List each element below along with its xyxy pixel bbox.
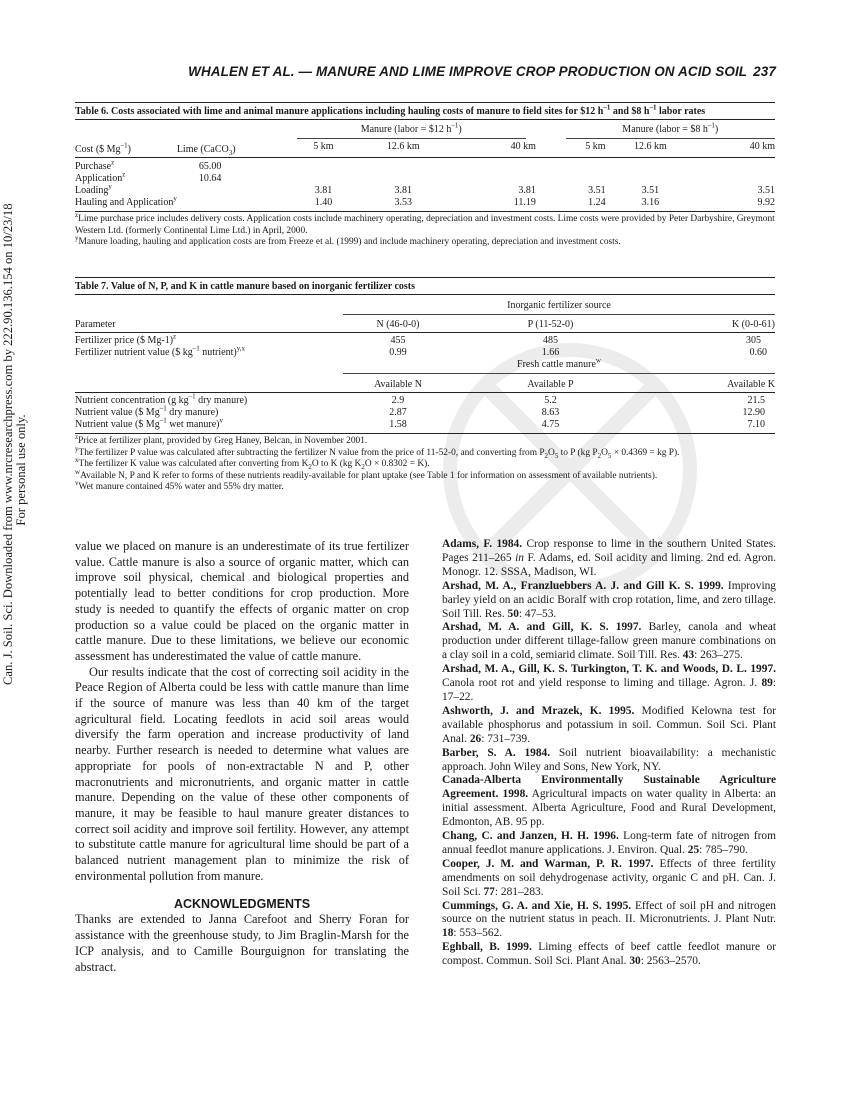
table-6-caption: Table 6. Costs associated with lime and animal manure applications including hauling costs of manure to field sites for $12 $h^{-1}$ and $8 $h^{-1}$ labor rates	[75, 102, 775, 120]
table-6-col-dist: 40 km	[510, 141, 536, 152]
table-7-group: Inorganic fertilizer source	[343, 300, 775, 315]
reference-item: Cummings, G. A. and Xie, H. S. 1995. Effect of soil pH and nitrogen source on the nutrient status in peach. II. Micronutrients. J. Plant Nutr. 18: 553–562.	[442, 899, 776, 940]
reference-item: Canada-Alberta Environmentally Sustainable Agriculture Agreement. 1998. Agricultural impacts on water quality in Alberta: an initial assessment. Alberta Agriculture, Food and Rural Development, Edmonton, AB. 95 pp.	[442, 774, 776, 829]
table-row: Fertilizer price ($ Mg-1)$^z$ 455 485 305	[75, 332, 761, 346]
reference-item: Arshad, M. A., Gill, K. S. Turkington, T. K. and Woods, D. L. 1997. Canola root rot and yield response to liming and tillage. Agron. J. 89: 17–22.	[442, 663, 776, 703]
table-6-col-dist: 5 km	[585, 141, 606, 152]
table-7-col-n: N (46-0-0)	[376, 319, 420, 330]
table-6-grid	[75, 120, 775, 212]
reference-item: Eghball, B. 1999. Liming effects of beef cattle feedlot manure or compost. Commun. Soil Sci. Plant Anal. 30: 2563–2570.	[442, 941, 777, 968]
table-7-footnotes	[75, 432, 775, 494]
table-7-col-p: P (11-52-0)	[527, 319, 574, 330]
reference-item: Arshad, M. A. and Gill, K. S. 1997. Barley, canola and wheat production under different tillage-fallow green manure combinations on a clay soil in a cold, semiarid climate. Soil Till. Res. 43: 263–275.	[442, 621, 776, 662]
running-head-title: WHALEN ET AL. — MANURE AND LIME IMPROVE CROP PRODUCTION ON ACID SOIL	[188, 64, 748, 79]
table-6-col-dist: 12.6 km	[386, 141, 420, 152]
table-6-col-dist: 12.6 km	[634, 141, 667, 152]
table-7-caption: Table 7. Value of N, P, and K in cattle manure based on inorganic fertilizer costs	[75, 277, 775, 295]
table-7-grid	[75, 295, 775, 434]
table-7-col-k: K (0-0-61)	[731, 319, 775, 330]
table-row: Nutrient value ($ $Mg^{-1}$ dry manure) 2.87 8.63 12.90	[75, 404, 765, 418]
table-7-fresh-manure: Fresh cattle manure$^w$	[343, 359, 775, 374]
footnote-x: $^x$The fertilizer K value was calculated after converting from $K_2O$ to K (kg $K_2O \times 0.8302 = K$).	[75, 455, 430, 471]
table-7-avail-k: Available K	[727, 379, 775, 390]
reference-item: Cooper, J. M. and Warman, P. R. 1997. Effects of three fertility amendments on soil dehydrogenase activity, organic C and pH. Can. J. Soil Sci. 77: 281–283.	[442, 857, 776, 898]
reference-item: Ashworth, J. and Mrazek, K. 1995. Modified Kelowna test for available phosphorus and potassium in soil. Commun. Soil Sci. Plant Anal. 26: 731–739.	[442, 704, 776, 745]
table-6	[75, 102, 775, 249]
footnote-z: $^z$Lime purchase price includes delivery costs. Application costs include machinery operating, depreciation and investment costs. Lime costs were provided by Peter Darbyshire, Greymont Western Ltd. (formerly Continental Lime Ltd.) in April, 2000.	[75, 210, 775, 236]
footnote-y: $^y$The fertilizer P value was calculated after subtracting the fertilizer N value from the price of 11-52-0, and converting from $P_2O_5$ to P (kg $P_2O_5 \times 0.4369$ = kg P).	[75, 444, 680, 460]
table-6-group-8: Manure (labor = $8 $h^{-1}$)	[566, 124, 775, 139]
footnote-y: $^y$Manure loading, hauling and application costs are from Freeze et al. (1999) and include machinery operating, depreciation and investment costs.	[75, 233, 621, 247]
body-paragraph: value we placed on manure is an underestimate of its true fertilizer value. Cattle manure is also a source of organic matter, which can improve soil physical, chemical and biological properties and potentially lead to better conditions for crop production. More study is needed to quantify the effects of organic matter on crop production so a value could be placed on the organic matter in cattle manure. Due to these limitations, we believe our economic assessment has underestimated the value of cattle manure.	[75, 539, 409, 663]
footnote-z: $^z$Price at fertilizer plant, provided by Greg Haney, Belcan, in November 2001.	[75, 432, 368, 446]
table-row: Fertilizer nutrient value ($ $kg^{-1}$ nutrient)$^{y,x}$ 0.99 1.66 0.60	[75, 344, 767, 358]
reference-item: Arshad, M. A., Franzluebbers A. J. and Gill K. S. 1999. Improving barley yield on an acidic Boralf with crop rotation, lime, and zero tillage. Soil Till. Res. 50: 47–53.	[442, 579, 777, 620]
sidebar-line-1: Can. J. Soil. Sci. Downloaded from www.nrcresearchpress.com by 222.90.136.154 on 10/23/18	[1, 203, 15, 685]
reference-item: Chang, C. and Janzen, H. H. 1996. Long-term fate of nitrogen from annual feedlot manure applications. J. Environ. Qual. 25: 785–790.	[442, 830, 776, 856]
table-6-col-cost: Cost ($ $Mg^{-1}$)	[75, 141, 131, 155]
footnote-v: $^v$Wet manure contained 45% water and 55% dry matter.	[75, 478, 284, 492]
running-head	[188, 64, 776, 79]
table-row: Loading$^y$ 3.81 3.81 3.81 3.51 3.51 3.51	[75, 182, 775, 196]
reference-item: Adams, F. 1984. Crop response to lime in the southern United States. Pages 211–265 in F. Adams, ed. Soil acidity and liming. 2nd ed. Agron. Monogr. 12. SSSA, Madison, WI.	[442, 538, 777, 578]
table-row: Application$^z$ 10.64	[75, 170, 222, 184]
table-6-col-lime: Lime (CaCO$_3$)	[176, 144, 236, 157]
footnote-w: $^w$Available N, P and K refer to forms of these nutrients readily-available for plant uptake (see Table 1 for information on assessment of available nutrients).	[75, 467, 658, 481]
table-7-col-param: Parameter	[75, 319, 116, 330]
table-row: Hauling and Application$^y$ 1.40 3.53 11.19 1.24 3.16 9.92	[75, 197, 775, 212]
download-sidebar	[1, 203, 36, 1115]
page-number: 237	[753, 64, 776, 79]
table-6-footnotes	[75, 210, 775, 249]
table-7	[75, 277, 775, 494]
sidebar-line-2: For personal use only.	[14, 414, 28, 526]
reference-item: Barber, S. A. 1984. Soil nutrient bioavailability: a mechanistic approach. John Wiley and Sons, New York, NY.	[442, 746, 776, 773]
body-paragraph: Our results indicate that the cost of correcting soil acidity in the Peace Region of Alberta could be less with cattle manure than lime if the source of manure was less than 40 km of the target agricultural field. Locating feedlots in acid soil areas would diversify the farm operation and increase productivity of land nearby. Further research is needed to determine what values are appropriate for pools of non-extractable N and P, other macronutrients and micronutrients, and organic matter in cattle manure. Depending on the value of these other components of manure, it may be feasible to haul manure greater distances to correct soil acidity and improve soil fertility. However, any attempt to substitute cattle manure for agricultural lime should be part of a balanced nutrient management plan to minimize the risk of environmental pollution from manure.	[75, 664, 409, 883]
body-column-left	[75, 539, 409, 975]
acknowledgments-text: Thanks are extended to Janna Carefoot and Sherry Foran for assistance with the greenhouse study, to Jim Braglin-Marsh for the ICP analysis, and to Camille Bourguignon for translating the abstract.	[75, 912, 409, 974]
acknowledgments-heading: ACKNOWLEDGMENTS	[173, 897, 311, 912]
table-7-avail-n: Available N	[374, 379, 422, 390]
table-6-col-dist: 40 km	[749, 141, 775, 152]
table-row: Nutrient value ($ $Mg^{-1}$ wet manure)$^v$ 1.58 4.75 7.10	[75, 419, 775, 434]
table-6-group-12: Manure (labor = $12 $h^{-1}$)	[297, 124, 526, 139]
table-6-col-dist: 5 km	[313, 141, 334, 152]
table-7-avail-p: Available P	[527, 379, 574, 390]
table-row: Purchase$^z$ 65.00	[75, 158, 222, 172]
references-column	[442, 538, 776, 969]
table-row: Nutrient concentration (g $kg^{-1}$ dry manure) 2.9 5.2 21.5	[75, 392, 765, 406]
